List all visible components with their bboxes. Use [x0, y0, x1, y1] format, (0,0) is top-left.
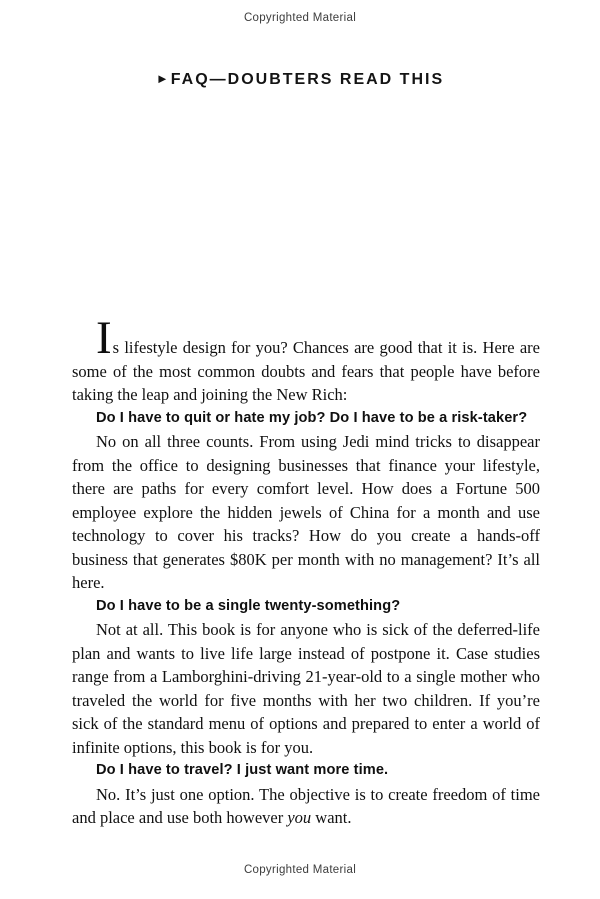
body-text — [72, 312, 540, 830]
paragraph — [72, 312, 540, 407]
text-segment: want. — [311, 808, 352, 827]
paragraph — [72, 783, 540, 830]
chapter-heading — [0, 71, 600, 89]
question-heading — [72, 595, 540, 619]
paragraph — [72, 618, 540, 759]
text-segment: Not at all. This book is for anyone who is sick of the deferred-life plan and wants to live life large instead of postpone it. Case studies range from a Lamborghini-driving 21-year-old to a single mother who traveled the world for five months with her two children. If you’re sick of the standard menu of options and prepared to enter a world of infinite options, this book is for you. — [72, 620, 540, 757]
text-segment: s lifestyle design for you? Chances are good that it is. Here are some of the most common doubts and fears that people have before taking the leap and joining the New Rich: — [72, 338, 540, 404]
text-segment: Do I have to travel? I just want more time. — [96, 762, 389, 778]
question-heading — [72, 407, 540, 431]
paragraph — [72, 430, 540, 595]
text-segment: No on all three counts. From using Jedi mind tricks to disappear from the office to designing businesses that finance your lifestyle, there are paths for every comfort level. How does a Fortune 500 employee explore the hidden jewels of China for a month and use technology to cover his tracks? How do you create a hands-off business that generates $80K per month with no management? It’s all here. — [72, 432, 540, 592]
question-heading — [72, 759, 540, 783]
text-segment: Do I have to quit or hate my job? Do I have to be a risk-taker? — [96, 409, 528, 426]
chapter-heading-text: FAQ—DOUBTERS READ THIS — [170, 71, 445, 88]
drop-cap: I — [96, 312, 113, 364]
text-segment: No. It’s just one option. The objective is to create freedom of time and place and use both however — [72, 784, 540, 827]
arrow-icon: ► — [155, 71, 169, 86]
text-segment: Do I have to be a single twenty-something? — [96, 597, 401, 614]
copyright-notice-top: Copyrighted Material — [243, 12, 357, 24]
copyright-notice-bottom: Copyrighted Material — [243, 864, 357, 876]
italic-text: you — [287, 808, 312, 827]
